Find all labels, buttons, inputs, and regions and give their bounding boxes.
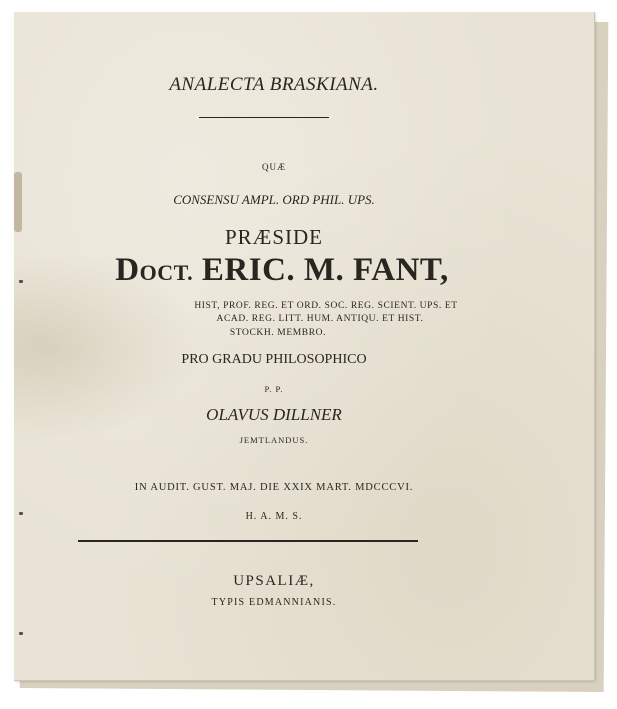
work-title: ANALECTA BRASKIANA. [169, 74, 379, 95]
imprint-printer: TYPIS EDMANNIANIS. [211, 597, 337, 608]
consensu-line: CONSENSU AMPL. ORD PHIL. UPS. [173, 192, 375, 207]
pro-gradu-line: PRO GRADU PHILOSOPHICO [181, 352, 367, 367]
imprint-place: UPSALIÆ, [233, 573, 315, 589]
praeside-line: PRÆSIDE [224, 225, 324, 249]
respondent-name: OLAVUS DILLNER [206, 405, 342, 424]
doct-small-caps: OCT. [139, 260, 194, 285]
credentials-line: HIST, PROF. REG. ET ORD. SOC. REG. SCIENT. UPS. ET [194, 301, 458, 311]
quae-line: QUÆ [261, 162, 286, 172]
title-rule [199, 117, 329, 118]
audit-line: IN AUDIT. GUST. MAJ. DIE XXIX MART. MDCCCVI. [134, 482, 414, 493]
pp-line: P. P. [264, 384, 284, 394]
hams-line: H. A. M. S. [245, 511, 303, 522]
title-page [14, 12, 595, 681]
imprint-rule [78, 540, 418, 542]
doct-prefix: D [115, 252, 140, 288]
binding-hole [19, 632, 23, 635]
respondent-origin: JEMTLANDUS. [239, 435, 309, 445]
credentials-line: STOCKH. MEMBRO. [229, 328, 327, 338]
credentials-line: ACAD. REG. LITT. HUM. ANTIQU. ET HIST. [216, 314, 424, 324]
president-line [22, 252, 542, 289]
president-name: ERIC. M. FANT, [201, 252, 449, 288]
